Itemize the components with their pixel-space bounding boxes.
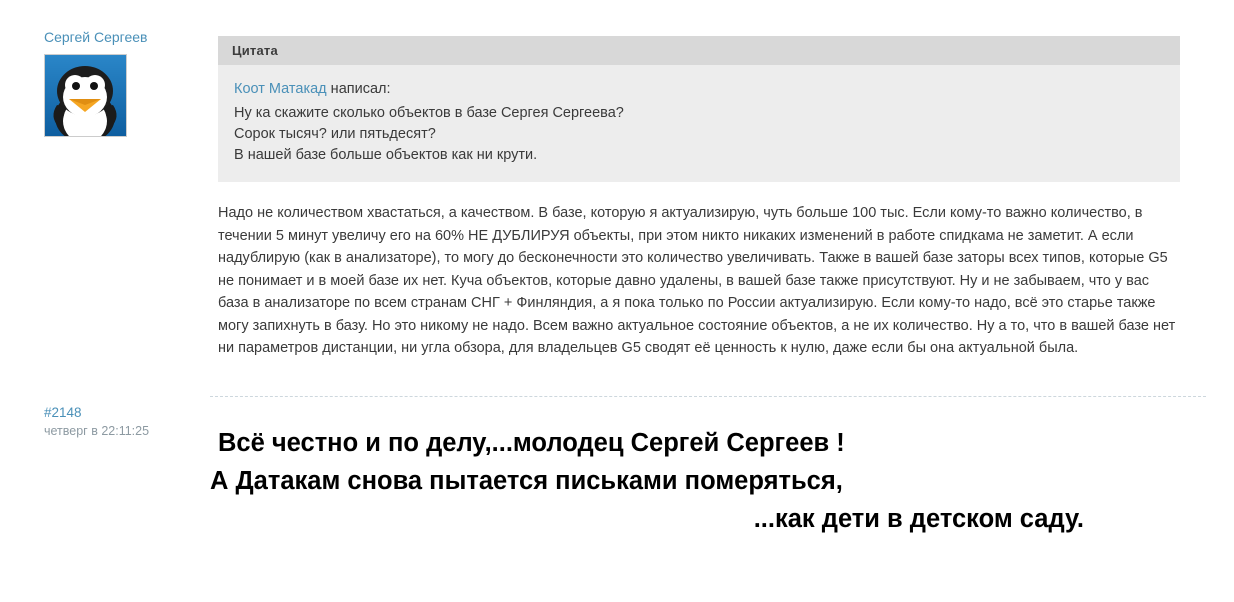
quote-attribution	[234, 79, 1164, 100]
quote-block	[218, 36, 1180, 182]
quote-author-link[interactable]: Коот Матакад	[234, 81, 327, 97]
quote-line: Ну ка скажите сколько объектов в базе Сергея Сергеева?	[234, 105, 624, 121]
next-post-message	[210, 424, 1206, 538]
quote-line: Сорок тысяч? или пятьдесят?	[234, 126, 436, 142]
post-body	[218, 28, 1234, 360]
quote-line: В нашей базе больше объектов как ни крути.	[234, 147, 538, 163]
next-post-meta	[44, 404, 214, 440]
post-message: Надо не количеством хвастаться, а качеством. В базе, которую я актуализирую, чуть больше 100 тыс. Если кому-то важно количество, в течении 5 минут увеличу его на 60% НЕ ДУБЛИРУЯ объекты, при этом никто никаких изменений в работе спидкама не заметит. А если надублирую (как в анализаторе), то могу до бесконечности это количество увеличивать. Также в вашей базе заторы всех типов, которые G5 не понимает и в моей базе их нет. Куча объектов, которые давно удалены, в вашей базе также присутствуют. Ну и не забываем, что у вас база в анализаторе по всем странам СНГ + Финляндия, а я пока только по России актуализирую. Если кому-то надо, всё это старье также могу запихнуть в базу. Но это никому не надо. Всем важно актуальное состояние объектов, а не их количество. Ну а то, что в вашей базе нет ни параметров дистанции, ни угла обзора, для владельцев G5 сводят её ценность к нулю, даже если бы она актуальной была.	[218, 205, 1176, 356]
shout-line: А Датакам снова пытается письками померяться,	[210, 467, 843, 495]
penguin-avatar-icon	[45, 55, 126, 136]
post-id-link[interactable]: #2148	[44, 405, 82, 420]
shout-line: ...как дети в детском саду.	[753, 505, 1084, 533]
quote-author-suffix: написал:	[326, 81, 391, 97]
post-date: четверг в 22:11:25	[44, 424, 150, 438]
post-author-link[interactable]: Сергей Сергеев	[44, 29, 148, 45]
avatar[interactable]	[44, 54, 127, 137]
quote-body	[218, 65, 1180, 182]
post-author-column	[0, 28, 218, 360]
post-divider	[210, 396, 1206, 397]
quote-header: Цитата	[218, 36, 1180, 65]
shout-line: Всё честно и по делу,...молодец Сергей Сергеев !	[218, 429, 845, 457]
